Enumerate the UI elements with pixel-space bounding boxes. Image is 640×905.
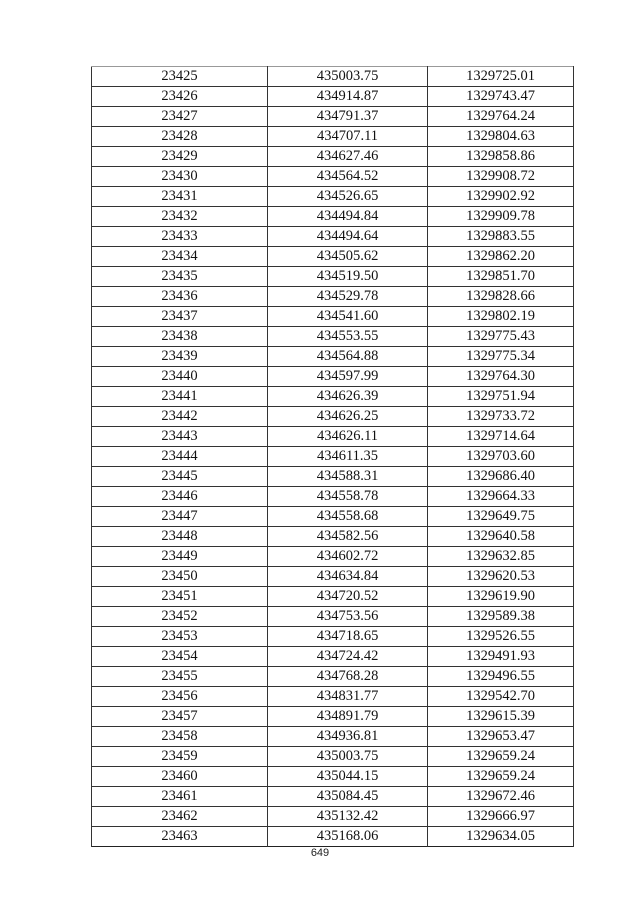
- point-id-cell: 23453: [92, 627, 268, 647]
- y-coordinate-cell: 1329649.75: [428, 507, 574, 527]
- table-row: [92, 127, 574, 147]
- table-row: [92, 467, 574, 487]
- table-row: [92, 167, 574, 187]
- table-row: [92, 367, 574, 387]
- y-coordinate-cell: 1329703.60: [428, 447, 574, 467]
- coordinate-table-body: [92, 67, 574, 847]
- x-coordinate-cell: 434634.84: [268, 567, 428, 587]
- point-id-cell: 23449: [92, 547, 268, 567]
- point-id-cell: 23463: [92, 827, 268, 847]
- x-coordinate-cell: 434724.42: [268, 647, 428, 667]
- point-id-cell: 23439: [92, 347, 268, 367]
- y-coordinate-cell: 1329775.34: [428, 347, 574, 367]
- y-coordinate-cell: 1329851.70: [428, 267, 574, 287]
- y-coordinate-cell: 1329659.24: [428, 767, 574, 787]
- y-coordinate-cell: 1329764.30: [428, 367, 574, 387]
- y-coordinate-cell: 1329666.97: [428, 807, 574, 827]
- table-row: [92, 407, 574, 427]
- x-coordinate-cell: 435084.45: [268, 787, 428, 807]
- x-coordinate-cell: 434791.37: [268, 107, 428, 127]
- table-row: [92, 87, 574, 107]
- point-id-cell: 23458: [92, 727, 268, 747]
- point-id-cell: 23460: [92, 767, 268, 787]
- x-coordinate-cell: 434626.11: [268, 427, 428, 447]
- y-coordinate-cell: 1329733.72: [428, 407, 574, 427]
- point-id-cell: 23429: [92, 147, 268, 167]
- x-coordinate-cell: 434558.78: [268, 487, 428, 507]
- table-row: [92, 207, 574, 227]
- x-coordinate-cell: 435003.75: [268, 747, 428, 767]
- y-coordinate-cell: 1329804.63: [428, 127, 574, 147]
- x-coordinate-cell: 434505.62: [268, 247, 428, 267]
- x-coordinate-cell: 434494.64: [268, 227, 428, 247]
- y-coordinate-cell: 1329862.20: [428, 247, 574, 267]
- y-coordinate-cell: 1329714.64: [428, 427, 574, 447]
- x-coordinate-cell: 435003.75: [268, 67, 428, 87]
- y-coordinate-cell: 1329725.01: [428, 67, 574, 87]
- table-row: [92, 147, 574, 167]
- point-id-cell: 23444: [92, 447, 268, 467]
- y-coordinate-cell: 1329802.19: [428, 307, 574, 327]
- x-coordinate-cell: 434494.84: [268, 207, 428, 227]
- table-row: [92, 687, 574, 707]
- x-coordinate-cell: 434582.56: [268, 527, 428, 547]
- x-coordinate-cell: 434914.87: [268, 87, 428, 107]
- point-id-cell: 23433: [92, 227, 268, 247]
- y-coordinate-cell: 1329858.86: [428, 147, 574, 167]
- x-coordinate-cell: 434564.52: [268, 167, 428, 187]
- x-coordinate-cell: 434564.88: [268, 347, 428, 367]
- x-coordinate-cell: 434541.60: [268, 307, 428, 327]
- y-coordinate-cell: 1329751.94: [428, 387, 574, 407]
- y-coordinate-cell: 1329775.43: [428, 327, 574, 347]
- y-coordinate-cell: 1329640.58: [428, 527, 574, 547]
- point-id-cell: 23462: [92, 807, 268, 827]
- table-row: [92, 107, 574, 127]
- y-coordinate-cell: 1329664.33: [428, 487, 574, 507]
- table-row: [92, 567, 574, 587]
- table-row: [92, 347, 574, 367]
- x-coordinate-cell: 434597.99: [268, 367, 428, 387]
- x-coordinate-cell: 434588.31: [268, 467, 428, 487]
- x-coordinate-cell: 434529.78: [268, 287, 428, 307]
- x-coordinate-cell: 435168.06: [268, 827, 428, 847]
- point-id-cell: 23443: [92, 427, 268, 447]
- table-row: [92, 287, 574, 307]
- table-row: [92, 727, 574, 747]
- point-id-cell: 23426: [92, 87, 268, 107]
- table-row: [92, 487, 574, 507]
- point-id-cell: 23456: [92, 687, 268, 707]
- x-coordinate-cell: 434753.56: [268, 607, 428, 627]
- table-row: [92, 707, 574, 727]
- table-row: [92, 827, 574, 847]
- point-id-cell: 23455: [92, 667, 268, 687]
- table-row: [92, 67, 574, 87]
- x-coordinate-cell: 434519.50: [268, 267, 428, 287]
- x-coordinate-cell: 434626.39: [268, 387, 428, 407]
- point-id-cell: 23428: [92, 127, 268, 147]
- point-id-cell: 23431: [92, 187, 268, 207]
- y-coordinate-cell: 1329909.78: [428, 207, 574, 227]
- coordinate-table: [91, 66, 574, 847]
- table-row: [92, 547, 574, 567]
- table-row: [92, 267, 574, 287]
- point-id-cell: 23440: [92, 367, 268, 387]
- point-id-cell: 23425: [92, 67, 268, 87]
- x-coordinate-cell: 434553.55: [268, 327, 428, 347]
- x-coordinate-cell: 434611.35: [268, 447, 428, 467]
- point-id-cell: 23438: [92, 327, 268, 347]
- y-coordinate-cell: 1329619.90: [428, 587, 574, 607]
- x-coordinate-cell: 434627.46: [268, 147, 428, 167]
- y-coordinate-cell: 1329743.47: [428, 87, 574, 107]
- table-row: [92, 647, 574, 667]
- y-coordinate-cell: 1329589.38: [428, 607, 574, 627]
- y-coordinate-cell: 1329491.93: [428, 647, 574, 667]
- table-row: [92, 327, 574, 347]
- point-id-cell: 23441: [92, 387, 268, 407]
- table-row: [92, 307, 574, 327]
- x-coordinate-cell: 435132.42: [268, 807, 428, 827]
- point-id-cell: 23452: [92, 607, 268, 627]
- y-coordinate-cell: 1329653.47: [428, 727, 574, 747]
- table-row: [92, 787, 574, 807]
- y-coordinate-cell: 1329526.55: [428, 627, 574, 647]
- table-row: [92, 607, 574, 627]
- y-coordinate-cell: 1329634.05: [428, 827, 574, 847]
- x-coordinate-cell: 434720.52: [268, 587, 428, 607]
- table-row: [92, 447, 574, 467]
- y-coordinate-cell: 1329902.92: [428, 187, 574, 207]
- point-id-cell: 23435: [92, 267, 268, 287]
- y-coordinate-cell: 1329615.39: [428, 707, 574, 727]
- y-coordinate-cell: 1329672.46: [428, 787, 574, 807]
- y-coordinate-cell: 1329686.40: [428, 467, 574, 487]
- point-id-cell: 23459: [92, 747, 268, 767]
- table-row: [92, 667, 574, 687]
- point-id-cell: 23457: [92, 707, 268, 727]
- y-coordinate-cell: 1329828.66: [428, 287, 574, 307]
- y-coordinate-cell: 1329764.24: [428, 107, 574, 127]
- point-id-cell: 23430: [92, 167, 268, 187]
- point-id-cell: 23434: [92, 247, 268, 267]
- point-id-cell: 23432: [92, 207, 268, 227]
- table-row: [92, 627, 574, 647]
- x-coordinate-cell: 434626.25: [268, 407, 428, 427]
- y-coordinate-cell: 1329542.70: [428, 687, 574, 707]
- y-coordinate-cell: 1329632.85: [428, 547, 574, 567]
- table-row: [92, 807, 574, 827]
- table-row: [92, 507, 574, 527]
- table-row: [92, 587, 574, 607]
- x-coordinate-cell: 434831.77: [268, 687, 428, 707]
- point-id-cell: 23445: [92, 467, 268, 487]
- table-row: [92, 527, 574, 547]
- y-coordinate-cell: 1329659.24: [428, 747, 574, 767]
- y-coordinate-cell: 1329620.53: [428, 567, 574, 587]
- x-coordinate-cell: 434768.28: [268, 667, 428, 687]
- point-id-cell: 23448: [92, 527, 268, 547]
- point-id-cell: 23437: [92, 307, 268, 327]
- x-coordinate-cell: 434558.68: [268, 507, 428, 527]
- point-id-cell: 23461: [92, 787, 268, 807]
- y-coordinate-cell: 1329908.72: [428, 167, 574, 187]
- x-coordinate-cell: 434936.81: [268, 727, 428, 747]
- x-coordinate-cell: 434891.79: [268, 707, 428, 727]
- x-coordinate-cell: 435044.15: [268, 767, 428, 787]
- point-id-cell: 23454: [92, 647, 268, 667]
- table-row: [92, 227, 574, 247]
- x-coordinate-cell: 434707.11: [268, 127, 428, 147]
- point-id-cell: 23447: [92, 507, 268, 527]
- point-id-cell: 23442: [92, 407, 268, 427]
- y-coordinate-cell: 1329883.55: [428, 227, 574, 247]
- table-row: [92, 387, 574, 407]
- point-id-cell: 23451: [92, 587, 268, 607]
- table-row: [92, 747, 574, 767]
- point-id-cell: 23446: [92, 487, 268, 507]
- x-coordinate-cell: 434526.65: [268, 187, 428, 207]
- table-row: [92, 427, 574, 447]
- table-row: [92, 767, 574, 787]
- table-row: [92, 187, 574, 207]
- table-row: [92, 247, 574, 267]
- y-coordinate-cell: 1329496.55: [428, 667, 574, 687]
- point-id-cell: 23436: [92, 287, 268, 307]
- point-id-cell: 23450: [92, 567, 268, 587]
- x-coordinate-cell: 434602.72: [268, 547, 428, 567]
- x-coordinate-cell: 434718.65: [268, 627, 428, 647]
- point-id-cell: 23427: [92, 107, 268, 127]
- page-number: 649: [310, 847, 330, 859]
